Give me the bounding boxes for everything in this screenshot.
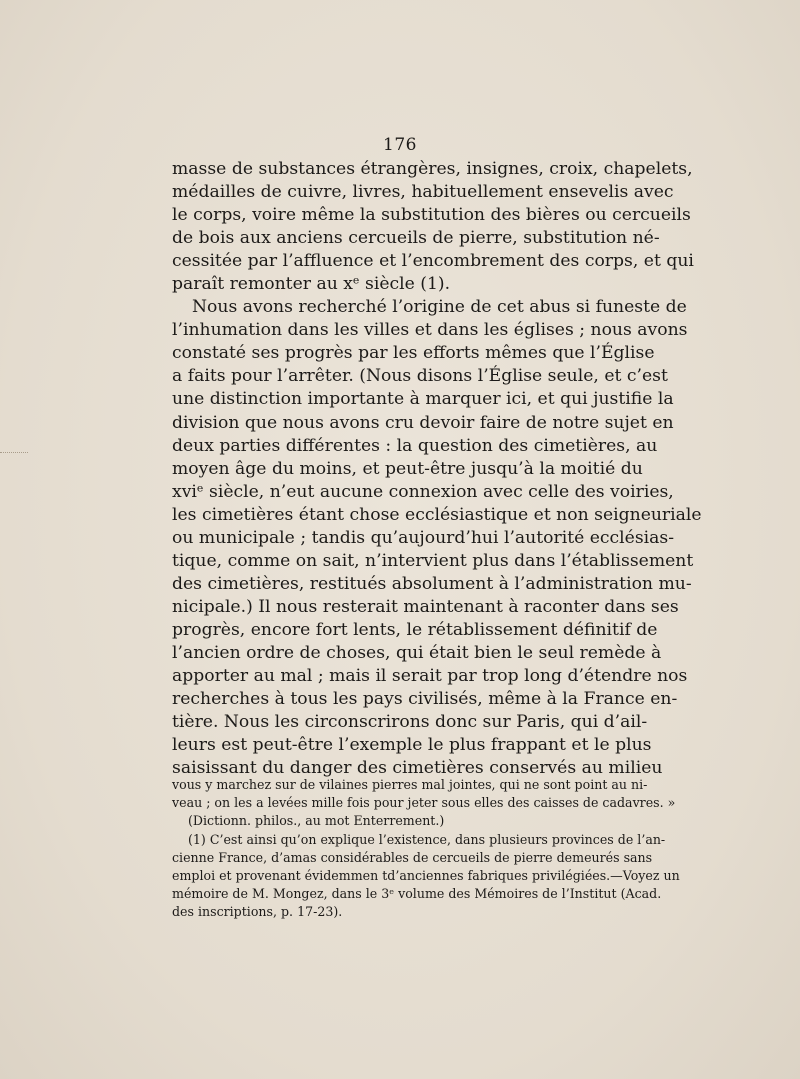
text-line: nicipale.) Il nous resterait maintenant à raconter dans ses xyxy=(172,596,679,617)
text-line: progrès, encore fort lents, le rétablissement définitif de xyxy=(172,619,658,640)
text-line: moyen âge du moins, et peut-être jusqu’à la moitié du xyxy=(172,458,643,479)
page-number: 176 xyxy=(383,135,417,155)
text-line: des cimetières, restitués absolument à l’administration mu- xyxy=(172,573,692,594)
footnote-line: cienne France, d’amas considérables de cercueils de pierre demeurés sans xyxy=(172,849,653,865)
text-line: ou municipale ; tandis qu’aujourd’hui l’autorité ecclésias- xyxy=(172,527,675,548)
paragraph-2 xyxy=(172,296,702,780)
text-line: tique, comme on sait, n’intervient plus dans l’établissement xyxy=(172,550,694,571)
text-line: le corps, voire même la substitution des bières ou cercueils xyxy=(172,205,691,226)
text-line: médailles de cuivre, livres, habituellement ensevelis avec xyxy=(172,182,674,203)
footnote-line: (1) C’est ainsi qu’on explique l’existence, dans plusieurs provinces de l’an- xyxy=(188,831,666,847)
footnote-line: mémoire de M. Mongez, dans le 3ᵉ volume des Mémoires de l’Institut (Acad. xyxy=(172,886,662,902)
text-line: paraît remonter au xᵉ siècle (1). xyxy=(172,274,451,295)
text-line: constaté ses progrès par les efforts mêmes que l’Église xyxy=(172,343,655,364)
text-line: les cimetières étant chose ecclésiastique et non seigneuriale xyxy=(172,504,702,525)
text-line: de bois aux anciens cercueils de pierre, substitution né- xyxy=(172,228,660,249)
footnote-1 xyxy=(172,831,680,922)
text-line: division que nous avons cru devoir faire de notre sujet en xyxy=(172,412,674,433)
text-line: saisissant du danger des cimetières conservés au milieu xyxy=(172,758,663,779)
text-line: l’inhumation dans les villes et dans les églises ; nous avons xyxy=(172,320,688,341)
footnote-line: (Dictionn. philos., au mot Enterrement.) xyxy=(188,813,445,829)
text-line: apporter au mal ; mais il serait par trop long d’étendre nos xyxy=(172,666,688,687)
footnote-continuation xyxy=(172,776,676,831)
footnote-line: des inscriptions, p. 17-23). xyxy=(172,904,343,920)
text-line: Nous avons recherché l’origine de cet abus si funeste de xyxy=(192,297,687,318)
paragraph-1 xyxy=(172,158,694,296)
footnote-line: veau ; on les a levées mille fois pour jeter sous elles des caisses de cadavres. » xyxy=(172,795,676,811)
text-line: l’ancien ordre de choses, qui était bien le seul remède à xyxy=(172,642,662,663)
text-line: recherches à tous les pays civilisés, même à la France en- xyxy=(172,689,678,710)
margin-mark xyxy=(0,452,28,455)
text-line: masse de substances étrangères, insignes, croix, chapelets, xyxy=(172,159,693,179)
text-line: a faits pour l’arrêter. (Nous disons l’Église seule, et c’est xyxy=(172,366,668,387)
footnotes xyxy=(172,776,680,922)
main-text xyxy=(172,158,702,780)
text-line: une distinction importante à marquer ici, et qui justifie la xyxy=(172,389,674,410)
text-line: deux parties différentes : la question des cimetières, au xyxy=(172,435,658,456)
text-line: cessitée par l’affluence et l’encombrement des corps, et qui xyxy=(172,251,694,272)
footnote-line: emploi et provenant évidemmen td’anciennes fabriques privilégiées.—Voyez un xyxy=(172,868,680,884)
text-line: xviᵉ siècle, n’eut aucune connexion avec celle des voiries, xyxy=(172,481,674,502)
text-line: tière. Nous les circonscrirons donc sur Paris, qui d’ail- xyxy=(172,712,648,733)
footnote-line: vous y marchez sur de vilaines pierres mal jointes, qui ne sont point au ni- xyxy=(172,777,648,792)
text-line: leurs est peut-être l’exemple le plus frappant et le plus xyxy=(172,735,652,756)
